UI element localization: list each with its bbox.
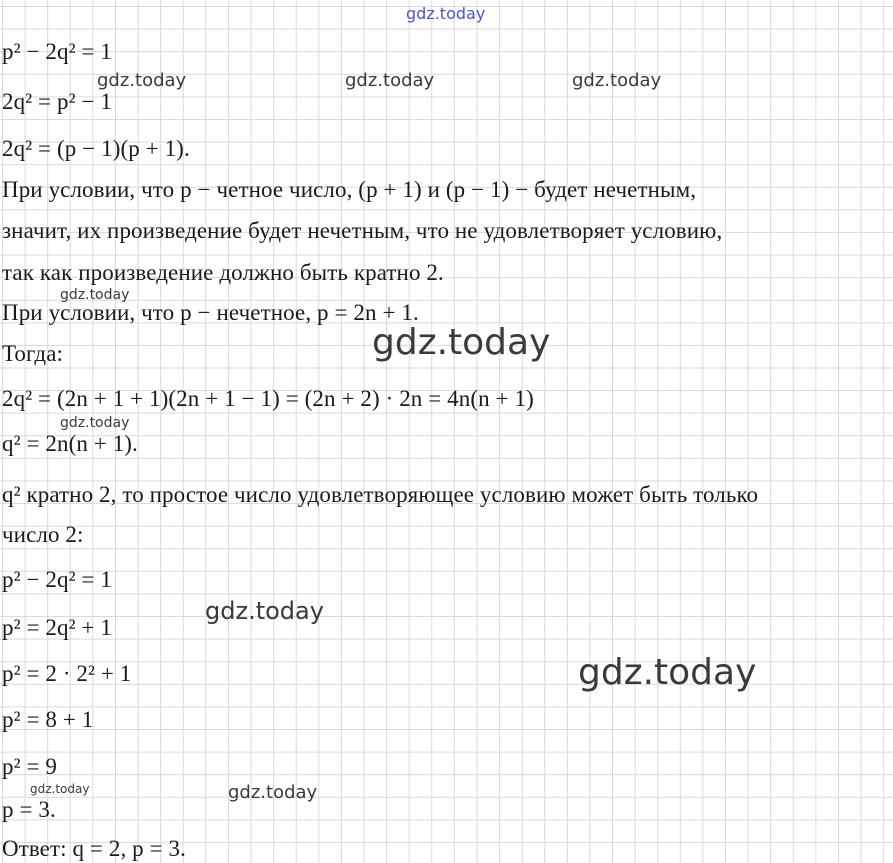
solution-line: p² = 9	[2, 754, 57, 779]
solution-line: p² = 2q² + 1	[2, 615, 112, 640]
solution-line: При условии, что p − нечетное, p = 2n + 1.	[2, 300, 419, 325]
solution-line: p = 3.	[2, 797, 56, 822]
solution-line: 2q² = (p − 1)(p + 1).	[2, 136, 190, 161]
solution-line: так как произведение должно быть кратно 2.	[2, 260, 444, 285]
solution-line: значит, их произведение будет нечетным, что не удовлетворяет условию,	[2, 218, 723, 243]
watermark: gdz.today	[60, 287, 130, 303]
solution-line: q² = 2n(n + 1).	[2, 431, 138, 456]
watermark: gdz.today	[572, 70, 662, 91]
watermark-top: gdz.today	[406, 4, 486, 23]
watermark: gdz.today	[97, 70, 187, 91]
solution-line: p² = 2 · 2² + 1	[2, 661, 132, 686]
watermark: gdz.today	[578, 652, 757, 693]
watermark: gdz.today	[30, 782, 90, 796]
solution-line: Тогда:	[2, 341, 64, 366]
solution-line: При условии, что p − четное число, (p + 1) и (p − 1) − будет нечетным,	[2, 177, 697, 202]
solution-line: число 2:	[2, 522, 84, 547]
solution-line: p² − 2q² = 1	[2, 39, 112, 64]
solution-line: p² − 2q² = 1	[2, 567, 112, 592]
watermark: gdz.today	[372, 322, 551, 363]
watermark: gdz.today	[345, 70, 435, 91]
watermark: gdz.today	[60, 415, 130, 431]
solution-line: 2q² = (2n + 1 + 1)(2n + 1 − 1) = (2n + 2) · 2n = 4n(n + 1)	[2, 386, 534, 411]
solution-line: 2q² = p² − 1	[2, 89, 112, 114]
watermark: gdz.today	[228, 782, 318, 803]
solution-line: q² кратно 2, то простое число удовлетворяющее условию может быть только	[2, 482, 759, 507]
solution-line: p² = 8 + 1	[2, 707, 94, 732]
watermark: gdz.today	[205, 597, 324, 625]
solution-line: Ответ: q = 2, p = 3.	[2, 836, 186, 861]
